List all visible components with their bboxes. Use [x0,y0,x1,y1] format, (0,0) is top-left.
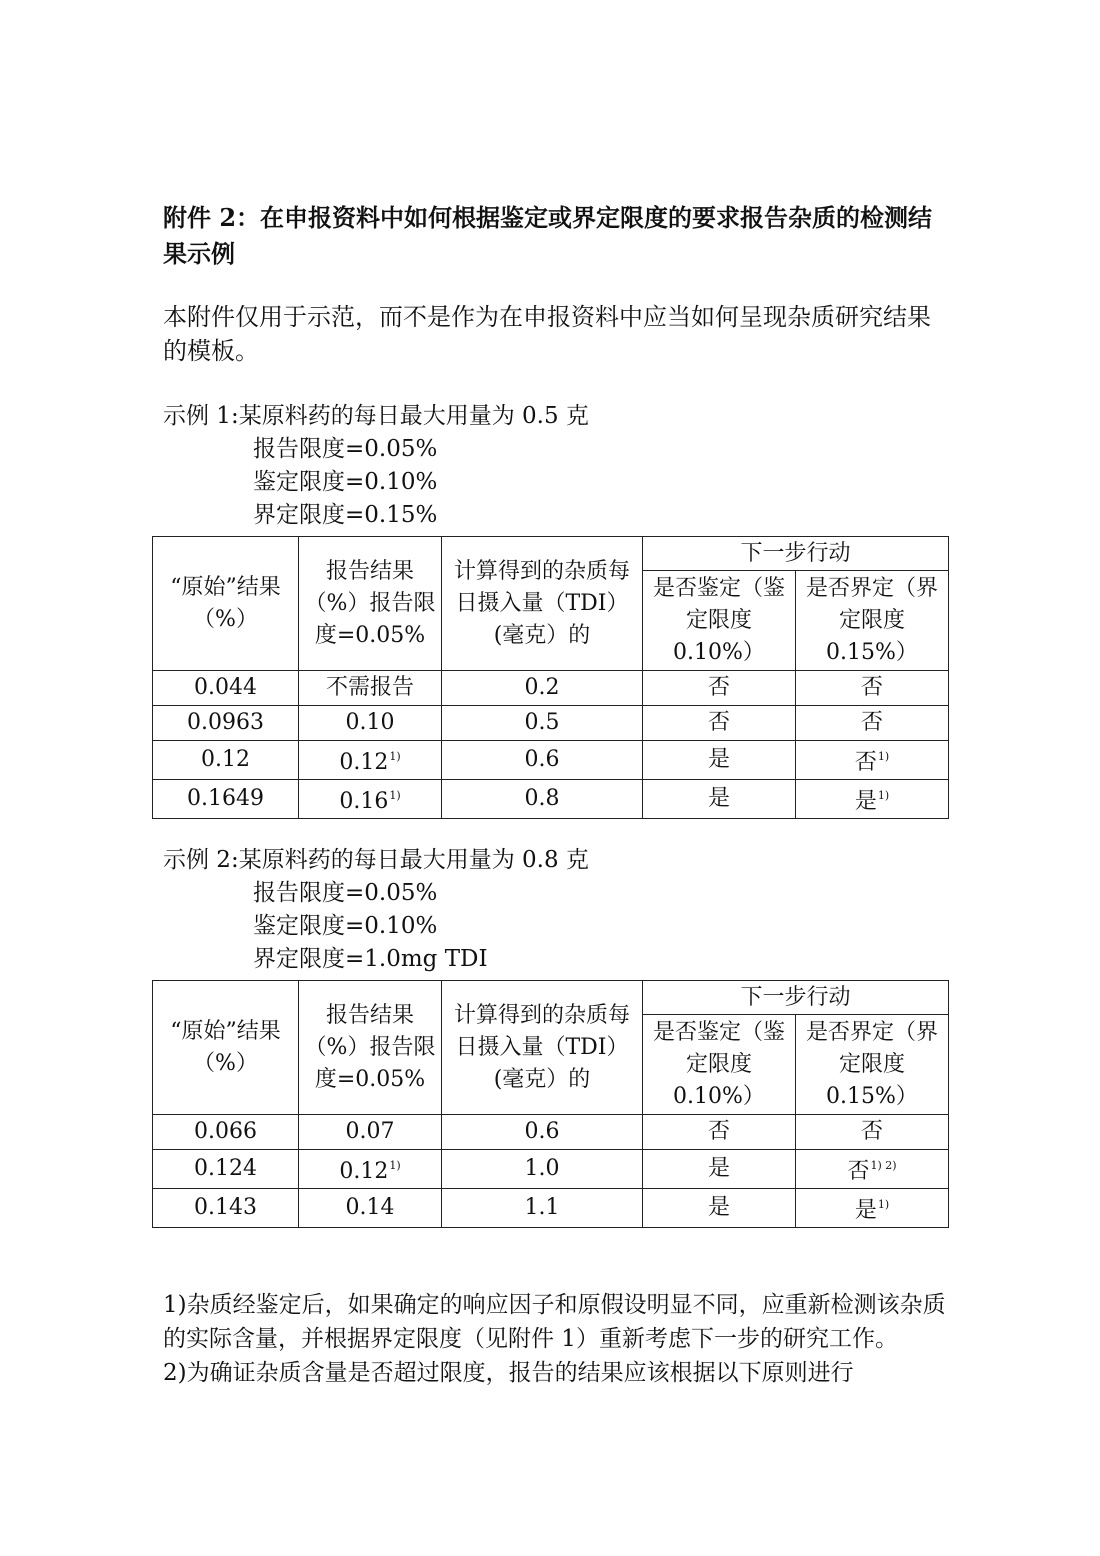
cell-identify-value: 是 [707,786,730,811]
example-2-identification-limit: 鉴定限度=0.10% [253,913,438,939]
cell-identify-value: 否 [707,675,730,700]
table-row [153,1189,949,1228]
example-2-table [152,980,949,1228]
header-next-action: 下一步行动 [643,981,949,1015]
cell-raw-result [153,1150,299,1189]
cell-qualify [796,671,949,706]
cell-tdi [442,780,643,819]
footnotes [163,1288,953,1390]
example-2-rows [153,1115,949,1228]
footnote-1: 1)杂质经鉴定后，如果确定的响应因子和原假设明显不同，应重新检测该杂质的实际含量，并根据界定限度（见附件 1）重新考虑下一步的研究工作。 [163,1292,946,1352]
example-1-header [163,400,589,532]
cell-identify-value: 否 [707,1119,730,1144]
cell-tdi [442,1150,643,1189]
table-row [153,780,949,819]
cell-raw-result-value: 0.0963 [187,710,264,735]
footnote-2: 2)为确证杂质含量是否超过限度，报告的结果应该根据以下原则进行 [163,1360,854,1386]
table-row [153,706,949,741]
header-raw-result: “原始”结果（%） [153,981,299,1115]
cell-identify [643,671,796,706]
cell-tdi [442,741,643,780]
cell-raw-result [153,706,299,741]
cell-tdi-value: 0.8 [524,786,560,811]
cell-tdi-value: 0.6 [524,1119,560,1144]
example-1-qualification-limit: 界定限度=0.15% [253,502,438,528]
cell-tdi-value: 0.2 [524,675,560,700]
cell-tdi [442,706,643,741]
cell-raw-result-value: 0.12 [201,747,250,772]
table-row [153,741,949,780]
table-row [153,1150,949,1189]
cell-qualify [796,1115,949,1150]
cell-qualify-value: 否 [860,675,883,700]
cell-raw-result-value: 0.1649 [187,786,264,811]
example-1-identification-limit: 鉴定限度=0.10% [253,469,438,495]
footnote-marker: 1) [877,750,890,763]
cell-identify [643,741,796,780]
footnote-marker: 1) [877,789,890,802]
header-identify: 是否鉴定（鉴定限度 0.10%） [643,1015,796,1115]
cell-raw-result-value: 0.143 [194,1195,257,1220]
intro-paragraph: 本附件仅用于示范，而不是作为在申报资料中应当如何呈现杂质研究结果的模板。 [163,303,931,365]
cell-tdi-value: 1.1 [524,1195,560,1220]
cell-qualify [796,1189,949,1228]
cell-reported-result [299,671,442,706]
cell-tdi [442,1115,643,1150]
header-tdi: 计算得到的杂质每日摄入量（TDI）(毫克）的 [442,981,643,1115]
header-reported-result: 报告结果（%）报告限度=0.05% [299,537,442,671]
cell-qualify [796,780,949,819]
cell-raw-result-value: 0.124 [194,1156,257,1181]
footnote-marker: 1) 2) [870,1159,897,1172]
cell-raw-result-value: 0.044 [194,675,257,700]
cell-tdi [442,671,643,706]
cell-reported-result-value: 0.07 [345,1119,395,1144]
cell-reported-result [299,1189,442,1228]
example-2-header [163,844,589,976]
header-raw-result: “原始”结果（%） [153,537,299,671]
cell-qualify-value: 否 [847,1159,870,1184]
cell-reported-result [299,1115,442,1150]
cell-qualify [796,1150,949,1189]
example-1-heading: 示例 1:某原料药的每日最大用量为 0.5 克 [163,403,589,429]
cell-identify [643,706,796,741]
header-qualify: 是否界定（界定限度 0.15%） [796,1015,949,1115]
table-row [153,1115,949,1150]
cell-qualify-value: 否 [854,750,877,775]
cell-identify [643,1189,796,1228]
cell-raw-result [153,1189,299,1228]
cell-raw-result-value: 0.066 [194,1119,257,1144]
cell-qualify [796,741,949,780]
cell-reported-result-value: 0.16 [339,789,389,814]
cell-reported-result [299,1150,442,1189]
cell-qualify [796,706,949,741]
header-next-action: 下一步行动 [643,537,949,571]
header-identify: 是否鉴定（鉴定限度 0.10%） [643,571,796,671]
cell-tdi-value: 0.5 [524,710,560,735]
cell-identify [643,780,796,819]
cell-reported-result-value: 0.14 [345,1195,395,1220]
cell-reported-result-value: 0.12 [339,750,389,775]
header-reported-result: 报告结果（%）报告限度=0.05% [299,981,442,1115]
example-2-reporting-limit: 报告限度=0.05% [253,880,438,906]
cell-identify [643,1150,796,1189]
example-1-reporting-limit: 报告限度=0.05% [253,436,438,462]
cell-qualify-value: 是 [854,1198,877,1223]
cell-reported-result-value: 0.10 [345,710,395,735]
example-1-table [152,536,949,819]
cell-reported-result [299,741,442,780]
cell-raw-result [153,671,299,706]
cell-qualify-value: 是 [854,789,877,814]
cell-raw-result [153,741,299,780]
footnote-marker: 1) [877,1198,890,1211]
cell-tdi-value: 1.0 [524,1156,560,1181]
cell-identify [643,1115,796,1150]
footnote-marker: 1) [389,789,401,802]
cell-reported-result [299,780,442,819]
cell-qualify-value: 否 [860,710,883,735]
cell-reported-result-value: 0.12 [339,1159,389,1184]
cell-identify-value: 否 [707,710,730,735]
cell-identify-value: 是 [707,1156,730,1181]
cell-identify-value: 是 [707,747,730,772]
cell-qualify-value: 否 [860,1119,883,1144]
cell-reported-result [299,706,442,741]
cell-reported-result-value: 不需报告 [325,675,414,700]
header-tdi: 计算得到的杂质每日摄入量（TDI）(毫克）的 [442,537,643,671]
cell-tdi-value: 0.6 [524,747,560,772]
table-row [153,671,949,706]
example-2-qualification-limit: 界定限度=1.0mg TDI [253,946,488,972]
footnote-marker: 1) [389,750,401,763]
cell-identify-value: 是 [707,1195,730,1220]
cell-raw-result [153,1115,299,1150]
example-2-heading: 示例 2:某原料药的每日最大用量为 0.8 克 [163,847,589,873]
document-title: 附件 2：在申报资料中如何根据鉴定或界定限度的要求报告杂质的检测结果示例 [163,203,933,268]
cell-raw-result [153,780,299,819]
example-1-rows [153,671,949,819]
footnote-marker: 1) [389,1159,401,1172]
cell-tdi [442,1189,643,1228]
header-qualify: 是否界定（界定限度 0.15%） [796,571,949,671]
